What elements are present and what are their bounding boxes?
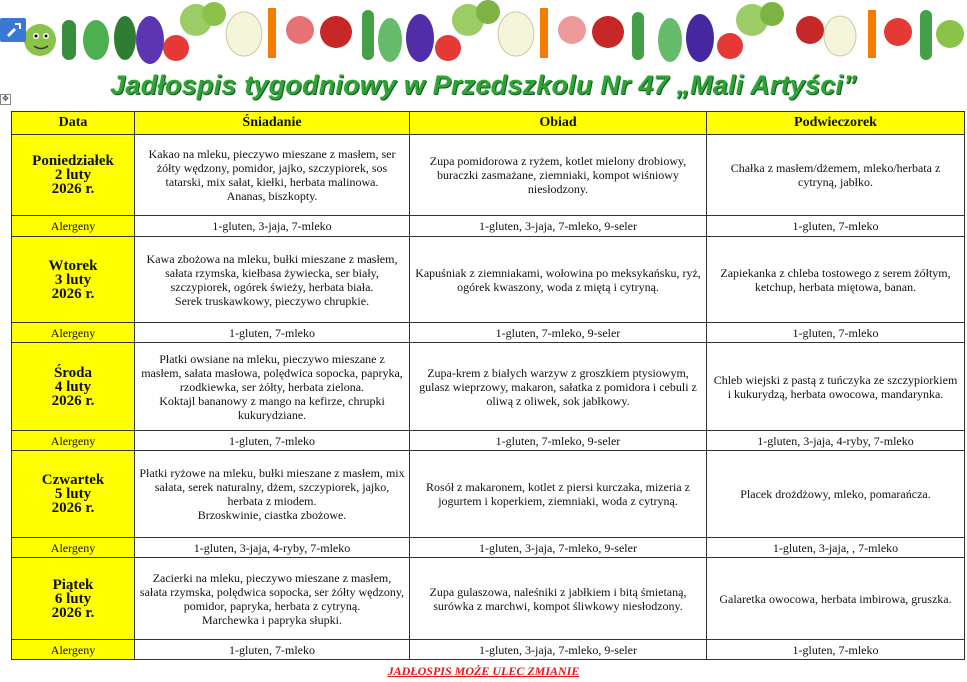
allergen-label: Alergeny — [12, 216, 135, 237]
day-row — [12, 558, 965, 640]
allergen-cell: 1-gluten, 3-jaja, , 7-mleko — [707, 538, 965, 558]
allergen-cell: 1-gluten, 3-jaja, 7-mleko, 9-seler — [410, 640, 707, 660]
day-cell — [12, 135, 135, 216]
day-year: 2026 r. — [51, 392, 95, 409]
day-name: Wtorek — [48, 257, 98, 274]
allergen-label: Alergeny — [12, 538, 135, 558]
day-row — [12, 343, 965, 431]
allergen-label: Alergeny — [12, 431, 135, 451]
allergen-row — [12, 323, 965, 343]
table-move-handle-icon[interactable]: ✥ — [0, 94, 11, 105]
day-date: 4 luty — [54, 378, 92, 395]
day-date: 5 luty — [54, 486, 92, 502]
allergen-row — [12, 640, 965, 660]
lunch-cell: Rosół z makaronem, kotlet z piersi kurczaka, mizeria z jogurtem i koperkiem, ziemniaki, woda z cytryną. — [410, 451, 707, 538]
allergen-cell: 1-gluten, 3-jaja, 7-mleko, 9-seler — [410, 538, 707, 558]
day-name: Piątek — [52, 576, 94, 593]
breakfast-cell: Zacierki na mleku, pieczywo mieszane z masłem, sałata rzymska, polędwica sopocka, ser żółty wędzony, pomidor, papryka, herbata z cytryną. Marchewka i papryka słupki. — [135, 558, 410, 640]
vegetable-group-2 — [378, 0, 644, 62]
day-date: 3 luty — [54, 271, 92, 288]
menu-body — [12, 135, 965, 660]
allergen-cell: 1-gluten, 7-mleko — [707, 323, 965, 343]
day-date: 6 luty — [54, 590, 92, 607]
menu-change-notice: JADŁOSPIS MOŻE ULEC ZMIANIE — [387, 664, 580, 678]
header-lunch: Obiad — [410, 112, 707, 135]
header-row — [12, 112, 965, 135]
day-name: Poniedziałek — [32, 153, 114, 169]
snack-cell: Chałka z masłem/dżemem, mleko/herbata z cytryną, jabłko. — [707, 135, 965, 216]
day-cell — [12, 558, 135, 640]
vegetable-banner — [0, 0, 967, 68]
day-name: Środa — [53, 364, 93, 381]
allergen-cell: 1-gluten, 7-mleko — [707, 216, 965, 237]
day-cell — [12, 451, 135, 538]
day-cell — [12, 237, 135, 323]
allergen-cell: 1-gluten, 7-mleko — [707, 640, 965, 660]
page-title: Jadłospis tygodniowy w Przedszkolu Nr 47 „Mali Artyści” — [110, 70, 857, 100]
day-cell — [12, 343, 135, 431]
allergen-row — [12, 538, 965, 558]
day-name: Czwartek — [41, 472, 105, 488]
day-row — [12, 237, 965, 323]
snack-cell: Placek drożdżowy, mleko, pomarańcza. — [707, 451, 965, 538]
allergen-row — [12, 431, 965, 451]
allergen-cell: 1-gluten, 3-jaja, 4-ryby, 7-mleko — [707, 431, 965, 451]
header-breakfast: Śniadanie — [135, 112, 410, 135]
lunch-cell: Zupa-krem z białych warzyw z groszkiem ptysiowym, gulasz wieprzowy, makaron, sałatka z pomidora i cebuli z oliwą z oliwek, sok jabłkowy. — [410, 343, 707, 431]
allergen-cell: 1-gluten, 3-jaja, 4-ryby, 7-mleko — [135, 538, 410, 558]
header-date: Data — [12, 112, 135, 135]
day-row — [12, 135, 965, 216]
day-row — [12, 451, 965, 538]
snack-cell: Zapiekanka z chleba tostowego z serem żółtym, ketchup, herbata miętowa, banan. — [707, 237, 965, 323]
day-year: 2026 r. — [51, 285, 95, 302]
snack-cell: Galaretka owocowa, herbata imbirowa, gruszka. — [707, 558, 965, 640]
allergen-cell: 1-gluten, 3-jaja, 7-mleko — [135, 216, 410, 237]
header-snack: Podwieczorek — [707, 112, 965, 135]
lunch-cell: Zupa pomidorowa z ryżem, kotlet mielony drobiowy, buraczki zasmażane, ziemniaki, kompot wiśniowy niesłodzony. — [410, 135, 707, 216]
allergen-label: Alergeny — [12, 323, 135, 343]
day-date: 2 luty — [54, 167, 92, 183]
allergen-label: Alergeny — [12, 640, 135, 660]
allergen-cell: 1-gluten, 3-jaja, 7-mleko, 9-seler — [410, 216, 707, 237]
pencil-arrow-icon — [4, 22, 22, 38]
snack-cell: Chleb wiejski z pastą z tuńczyka ze szczypiorkiem i kukurydzą, herbata owocowa, mandarynka. — [707, 343, 965, 431]
allergen-cell: 1-gluten, 7-mleko, 9-seler — [410, 431, 707, 451]
allergen-cell: 1-gluten, 7-mleko — [135, 323, 410, 343]
vegetable-group-3 — [658, 2, 964, 62]
vegetable-group-1 — [24, 2, 374, 64]
breakfast-cell: Płatki ryżowe na mleku, bułki mieszane z masłem, mix sałata, serek naturalny, dżem, szczypiorek, jajko, herbata z miodem. Brzoskwinie, ciastka zbożowe. — [135, 451, 410, 538]
lunch-cell: Zupa gulaszowa, naleśniki z jabłkiem i bitą śmietaną, surówka z marchwi, kompot śliwkowy niesłodzony. — [410, 558, 707, 640]
day-year: 2026 r. — [51, 500, 95, 516]
allergen-cell: 1-gluten, 7-mleko — [135, 640, 410, 660]
allergen-row — [12, 216, 965, 237]
weekly-menu-table — [11, 111, 965, 660]
day-year: 2026 r. — [51, 181, 95, 197]
lunch-cell: Kapuśniak z ziemniakami, wołowina po meksykańsku, ryż, ogórek kwaszony, woda z miętą i cytryną. — [410, 237, 707, 323]
breakfast-cell: Kakao na mleku, pieczywo mieszane z masłem, ser żółty wędzony, pomidor, jajko, szczypiorek, sos tatarski, mix sałat, kiełki, herbata malinowa. Ananas, biszkopty. — [135, 135, 410, 216]
allergen-cell: 1-gluten, 7-mleko, 9-seler — [410, 323, 707, 343]
breakfast-cell: Płatki owsiane na mleku, pieczywo mieszane z masłem, sałata masłowa, polędwica sopocka, papryka, rzodkiewka, ser żółty, herbata zielona. Koktajl bananowy z mango na kefirze, chrupki kukurydziane. — [135, 343, 410, 431]
edit-toggle-button[interactable] — [0, 18, 26, 42]
allergen-cell: 1-gluten, 7-mleko — [135, 431, 410, 451]
breakfast-cell: Kawa zbożowa na mleku, bułki mieszane z masłem, sałata rzymska, kiełbasa żywiecka, ser biały, szczypiorek, ogórek świeży, herbata biała. Serek truskawkowy, pieczywo chrupkie. — [135, 237, 410, 323]
day-year: 2026 r. — [51, 604, 95, 621]
